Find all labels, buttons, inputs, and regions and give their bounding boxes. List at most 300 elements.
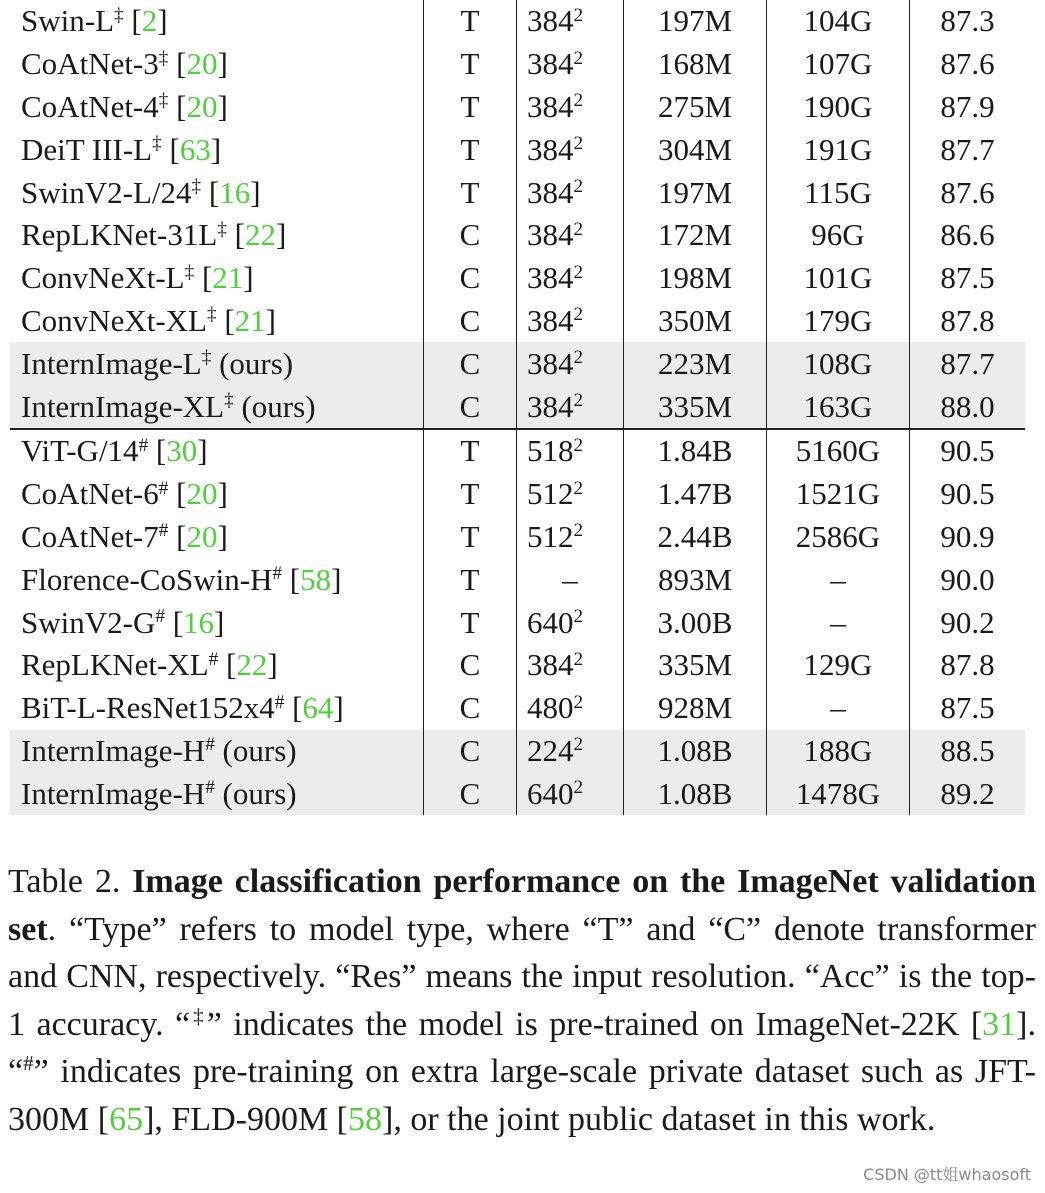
type-value: T (460, 46, 480, 82)
res-cell (517, 257, 624, 300)
params-cell (624, 0, 767, 43)
caption-mark-double-dagger: ‡ (190, 1003, 207, 1028)
res-value: 384 (527, 260, 574, 296)
citation-link[interactable]: 21 (212, 260, 244, 296)
res-value: 384 (527, 88, 574, 124)
res-value: 384 (527, 131, 574, 167)
params-value: 350M (657, 302, 733, 338)
table-caption (8, 858, 1036, 1143)
type-value: T (460, 604, 480, 640)
res-cell (517, 385, 624, 429)
type-cell (424, 257, 517, 300)
flops-cell (767, 730, 910, 773)
citation-link[interactable]: 20 (186, 88, 218, 124)
pretrain-mark: # (272, 563, 283, 585)
params-cell (624, 300, 767, 343)
acc-cell (910, 772, 1026, 815)
flops-cell (767, 0, 910, 43)
pretrain-mark: # (158, 477, 169, 499)
citation-link[interactable]: 63 (179, 131, 211, 167)
ours-label: (ours) (222, 775, 297, 811)
flops-value: 108G (803, 345, 873, 381)
ours-label: (ours) (219, 345, 294, 381)
type-value: T (460, 433, 480, 469)
acc-cell (910, 171, 1026, 214)
model-cell: DeiT III-L‡ [63] (10, 128, 424, 171)
model-name: BiT-L-ResNet152x4 (21, 690, 275, 726)
table-row (10, 644, 1025, 687)
table-row (10, 128, 1025, 171)
params-value: 1.08B (657, 732, 733, 768)
model-cell (10, 772, 424, 815)
table-row (10, 300, 1025, 343)
res-cell (517, 687, 624, 730)
model-cell: ConvNeXt-XL‡ [21] (10, 300, 424, 343)
acc-cell (910, 300, 1026, 343)
acc-value: 87.9 (940, 88, 995, 124)
flops-value: 191G (803, 131, 873, 167)
caption-text: ” indicates the model is pre-trained on ImageNet-22K [ (206, 1005, 983, 1043)
acc-value: 87.7 (940, 131, 995, 167)
pretrain-mark: # (274, 691, 285, 713)
type-cell (424, 128, 517, 171)
params-cell (624, 687, 767, 730)
type-cell (424, 601, 517, 644)
acc-value: 87.8 (940, 302, 995, 338)
caption-title: Image classification performance on the ImageNet validation set (8, 863, 1036, 948)
flops-value: 190G (803, 88, 873, 124)
results-table-body (10, 0, 1025, 815)
pretrain-mark: # (155, 605, 165, 627)
flops-cell (767, 171, 910, 214)
table-row (10, 0, 1025, 43)
params-cell (624, 257, 767, 300)
caption-mark-hash: # (23, 1051, 34, 1076)
table-row (10, 601, 1025, 644)
table-row (10, 385, 1025, 429)
ours-label: (ours) (241, 388, 316, 424)
model-name: InternImage-L (21, 345, 202, 381)
acc-cell (910, 473, 1026, 516)
acc-cell (910, 516, 1026, 559)
model-cell: CoAtNet-3‡ [20] (10, 43, 424, 86)
model-cell: SwinV2-L/24‡ [16] (10, 171, 424, 214)
pretrain-mark: # (205, 734, 215, 756)
model-name: SwinV2-L/24 (21, 174, 192, 210)
res-exponent: 2 (573, 648, 584, 670)
citation-link[interactable]: 20 (186, 46, 218, 82)
pretrain-mark: ‡ (152, 133, 162, 155)
type-cell (424, 300, 517, 343)
type-cell (424, 516, 517, 559)
model-cell: CoAtNet-7# [20] (10, 516, 424, 559)
res-exponent: 2 (573, 605, 584, 627)
model-name: SwinV2-G (21, 604, 156, 640)
res-value: 384 (527, 46, 574, 82)
model-name: CoAtNet-6 (21, 476, 159, 512)
res-value: 384 (527, 217, 574, 253)
res-cell (517, 516, 624, 559)
type-cell (424, 214, 517, 257)
type-cell (424, 429, 517, 473)
flops-cell (767, 342, 910, 385)
res-exponent: 2 (573, 176, 584, 198)
res-value: 512 (527, 476, 574, 512)
type-cell (424, 171, 517, 214)
type-value: T (460, 518, 480, 554)
flops-cell (767, 43, 910, 86)
model-name: CoAtNet-7 (21, 518, 159, 554)
res-cell (517, 473, 624, 516)
res-exponent: 2 (573, 477, 584, 499)
params-cell (624, 214, 767, 257)
ours-label: (ours) (222, 732, 297, 768)
res-exponent: 2 (573, 347, 584, 369)
citation-link[interactable]: 30 (166, 433, 198, 469)
res-value: 224 (527, 732, 574, 768)
model-name: InternImage-H (21, 775, 206, 811)
type-cell (424, 43, 517, 86)
type-value: C (459, 690, 481, 726)
type-cell (424, 473, 517, 516)
acc-value: 88.0 (940, 388, 995, 424)
acc-value: 88.5 (940, 732, 995, 768)
params-value: 304M (657, 131, 733, 167)
type-value: T (460, 131, 480, 167)
params-value: 197M (657, 3, 733, 39)
pretrain-mark: ‡ (206, 304, 217, 326)
pretrain-mark: # (138, 434, 149, 456)
flops-cell (767, 687, 910, 730)
model-name: CoAtNet-3 (21, 46, 159, 82)
pretrain-mark: ‡ (114, 4, 124, 26)
res-exponent: 2 (573, 777, 584, 799)
acc-cell (910, 342, 1026, 385)
res-exponent: 2 (573, 434, 584, 456)
pretrain-mark: ‡ (201, 347, 212, 369)
citation-link[interactable]: 58 (300, 561, 332, 597)
pretrain-mark: ‡ (158, 90, 169, 112)
flops-cell (767, 385, 910, 429)
res-cell (517, 171, 624, 214)
params-value: 1.47B (657, 476, 733, 512)
table-row (10, 558, 1025, 601)
model-name: CoAtNet-4 (21, 88, 159, 124)
res-cell (517, 772, 624, 815)
type-value: T (460, 174, 480, 210)
acc-value: 87.6 (940, 174, 995, 210)
flops-cell (767, 429, 910, 473)
res-value: 384 (527, 647, 574, 683)
params-cell (624, 644, 767, 687)
res-value: – (562, 561, 578, 597)
res-cell (517, 0, 624, 43)
acc-value: 86.6 (940, 217, 995, 253)
type-cell (424, 0, 517, 43)
res-exponent: 2 (573, 304, 584, 326)
model-cell: BiT-L-ResNet152x4# [64] (10, 687, 424, 730)
model-cell (10, 342, 424, 385)
flops-value: 96G (811, 217, 865, 253)
flops-cell (767, 214, 910, 257)
citation-link[interactable]: 21 (234, 302, 266, 338)
res-cell (517, 342, 624, 385)
watermark: CSDN @tt姐whaosoft (863, 1165, 1031, 1184)
res-cell (517, 601, 624, 644)
model-cell: SwinV2-G# [16] (10, 601, 424, 644)
flops-value: 1521G (795, 476, 881, 512)
citation-link[interactable]: 31 (982, 1005, 1017, 1043)
acc-value: 90.5 (940, 476, 995, 512)
results-table (10, 0, 1025, 815)
table-row (10, 516, 1025, 559)
res-cell (517, 214, 624, 257)
flops-value: 129G (803, 647, 873, 683)
res-value: 512 (527, 518, 574, 554)
flops-cell (767, 300, 910, 343)
type-value: C (459, 732, 481, 768)
model-cell: RepLKNet-XL# [22] (10, 644, 424, 687)
type-cell (424, 558, 517, 601)
res-cell (517, 558, 624, 601)
flops-value: 163G (803, 388, 873, 424)
type-cell (424, 687, 517, 730)
params-value: 275M (657, 88, 733, 124)
citation-link[interactable]: 16 (219, 174, 251, 210)
citation-link[interactable]: 20 (186, 518, 218, 554)
pretrain-mark: ‡ (217, 218, 227, 240)
res-exponent: 2 (573, 47, 584, 69)
model-name: ConvNeXt-L (21, 260, 185, 296)
model-name: ConvNeXt-XL (21, 302, 207, 338)
res-value: 384 (527, 302, 574, 338)
table-row (10, 86, 1025, 129)
table-row (10, 342, 1025, 385)
params-value: 198M (657, 260, 733, 296)
model-name: RepLKNet-XL (21, 647, 209, 683)
table-row (10, 473, 1025, 516)
res-exponent: 2 (573, 90, 584, 112)
flops-value: 2586G (795, 518, 881, 554)
params-cell (624, 128, 767, 171)
params-value: 893M (657, 561, 733, 597)
acc-cell (910, 601, 1026, 644)
params-value: 172M (657, 217, 733, 253)
model-cell: ConvNeXt-L‡ [21] (10, 257, 424, 300)
caption-text: ], FLD-900M [ (143, 1100, 348, 1138)
acc-value: 89.2 (940, 775, 995, 811)
params-value: 928M (657, 690, 733, 726)
res-cell (517, 128, 624, 171)
pretrain-mark: ‡ (184, 261, 195, 283)
model-cell: CoAtNet-6# [20] (10, 473, 424, 516)
table-row (10, 214, 1025, 257)
acc-value: 87.6 (940, 46, 995, 82)
pretrain-mark: # (205, 777, 215, 799)
acc-cell (910, 0, 1026, 43)
type-value: C (459, 260, 481, 296)
caption-text: ” indicates pre-training on extra large-scale private dataset such as JFT-300M [ (8, 1053, 1036, 1138)
res-exponent: 2 (573, 390, 584, 411)
type-value: T (460, 476, 480, 512)
acc-value: 90.9 (940, 518, 995, 554)
model-cell (10, 730, 424, 773)
caption-text: . “Type” refers to model type, where “T” and “C” denote transformer and CNN, respectively. “Res” means the input resolution. “Acc” is the top-1 accuracy. “ (8, 910, 1036, 1043)
type-value: C (459, 775, 481, 811)
acc-cell (910, 429, 1026, 473)
pretrain-mark: ‡ (224, 390, 234, 411)
model-name: ViT-G/14 (21, 433, 139, 469)
res-cell (517, 43, 624, 86)
model-cell: Swin-L‡ [2] (10, 0, 424, 43)
res-cell (517, 300, 624, 343)
acc-value: 87.5 (940, 690, 995, 726)
flops-cell (767, 601, 910, 644)
params-cell (624, 86, 767, 129)
flops-cell (767, 86, 910, 129)
res-exponent: 2 (573, 691, 584, 713)
params-cell (624, 43, 767, 86)
flops-cell (767, 558, 910, 601)
res-value: 640 (527, 775, 574, 811)
table-row (10, 171, 1025, 214)
res-exponent: 2 (573, 734, 584, 756)
res-exponent: 2 (573, 520, 584, 542)
params-cell (624, 342, 767, 385)
type-value: C (459, 345, 481, 381)
params-value: 223M (657, 345, 733, 381)
caption-label: Table 2. (8, 863, 121, 900)
params-value: 3.00B (657, 604, 733, 640)
res-cell (517, 730, 624, 773)
table-row (10, 687, 1025, 730)
flops-cell (767, 516, 910, 559)
model-name: InternImage-H (21, 732, 206, 768)
params-cell (624, 473, 767, 516)
res-value: 480 (527, 690, 574, 726)
model-name: RepLKNet-31L (21, 217, 218, 253)
pretrain-mark: # (208, 648, 219, 670)
flops-value: 5160G (795, 433, 881, 469)
pretrain-mark: # (158, 520, 169, 542)
table-row (10, 772, 1025, 815)
flops-cell (767, 644, 910, 687)
flops-value: 104G (803, 3, 873, 39)
params-value: 335M (657, 647, 733, 683)
flops-value: – (830, 690, 846, 726)
model-name: DeiT III-L (21, 131, 153, 167)
params-cell (624, 772, 767, 815)
model-name: Swin-L (21, 3, 114, 39)
params-cell (624, 429, 767, 473)
model-cell: CoAtNet-4‡ [20] (10, 86, 424, 129)
acc-value: 87.3 (940, 3, 995, 39)
model-cell: RepLKNet-31L‡ [22] (10, 214, 424, 257)
citation-link[interactable]: 2 (141, 3, 158, 39)
flops-value: 115G (804, 174, 872, 210)
table-row (10, 257, 1025, 300)
model-cell: ViT-G/14# [30] (10, 429, 424, 473)
flops-value: – (830, 604, 846, 640)
res-value: 384 (527, 3, 574, 39)
type-value: C (459, 302, 481, 338)
acc-value: 90.0 (940, 561, 995, 597)
acc-cell (910, 214, 1026, 257)
acc-cell (910, 385, 1026, 429)
type-cell (424, 772, 517, 815)
flops-cell (767, 473, 910, 516)
params-value: 1.08B (657, 775, 733, 811)
model-name: InternImage-XL (21, 388, 225, 424)
citation-link[interactable]: 65 (109, 1100, 144, 1138)
res-cell (517, 86, 624, 129)
acc-cell (910, 558, 1026, 601)
type-cell (424, 644, 517, 687)
citation-link[interactable]: 22 (244, 217, 276, 253)
flops-value: 188G (803, 732, 873, 768)
flops-cell (767, 128, 910, 171)
model-cell: Florence-CoSwin-H# [58] (10, 558, 424, 601)
model-cell (10, 385, 424, 429)
acc-cell (910, 43, 1026, 86)
table-row (10, 43, 1025, 86)
res-exponent: 2 (573, 4, 584, 26)
citation-link[interactable]: 16 (183, 604, 215, 640)
model-name: Florence-CoSwin-H (21, 561, 273, 597)
type-value: T (460, 88, 480, 124)
flops-value: 1478G (795, 775, 881, 811)
res-value: 384 (527, 388, 574, 424)
params-cell (624, 171, 767, 214)
type-value: T (460, 3, 480, 39)
acc-value: 87.7 (940, 345, 995, 381)
acc-cell (910, 128, 1026, 171)
flops-value: 101G (803, 260, 873, 296)
params-cell (624, 516, 767, 559)
type-cell (424, 86, 517, 129)
acc-value: 87.8 (940, 647, 995, 683)
acc-value: 90.5 (940, 433, 995, 469)
table-row (10, 730, 1025, 773)
citation-link[interactable]: 58 (348, 1100, 382, 1138)
params-cell (624, 385, 767, 429)
acc-cell (910, 257, 1026, 300)
res-exponent: 2 (573, 261, 584, 283)
pretrain-mark: ‡ (158, 47, 169, 69)
caption-text: ]. “ (8, 1005, 1036, 1090)
flops-value: 107G (803, 46, 873, 82)
caption-text: ], or the joint public dataset in this work. (382, 1100, 936, 1138)
res-cell (517, 429, 624, 473)
citation-link[interactable]: 22 (236, 647, 268, 683)
res-value: 518 (527, 433, 574, 469)
citation-link[interactable]: 64 (302, 690, 334, 726)
params-value: 1.84B (657, 433, 733, 469)
params-cell (624, 558, 767, 601)
params-value: 197M (657, 174, 733, 210)
flops-value: 179G (803, 302, 873, 338)
params-value: 168M (657, 46, 733, 82)
acc-cell (910, 687, 1026, 730)
res-exponent: 2 (573, 133, 584, 155)
params-value: 335M (657, 388, 733, 424)
acc-cell (910, 644, 1026, 687)
citation-link[interactable]: 20 (186, 476, 218, 512)
type-cell (424, 342, 517, 385)
flops-cell (767, 772, 910, 815)
type-value: C (459, 647, 481, 683)
params-cell (624, 730, 767, 773)
